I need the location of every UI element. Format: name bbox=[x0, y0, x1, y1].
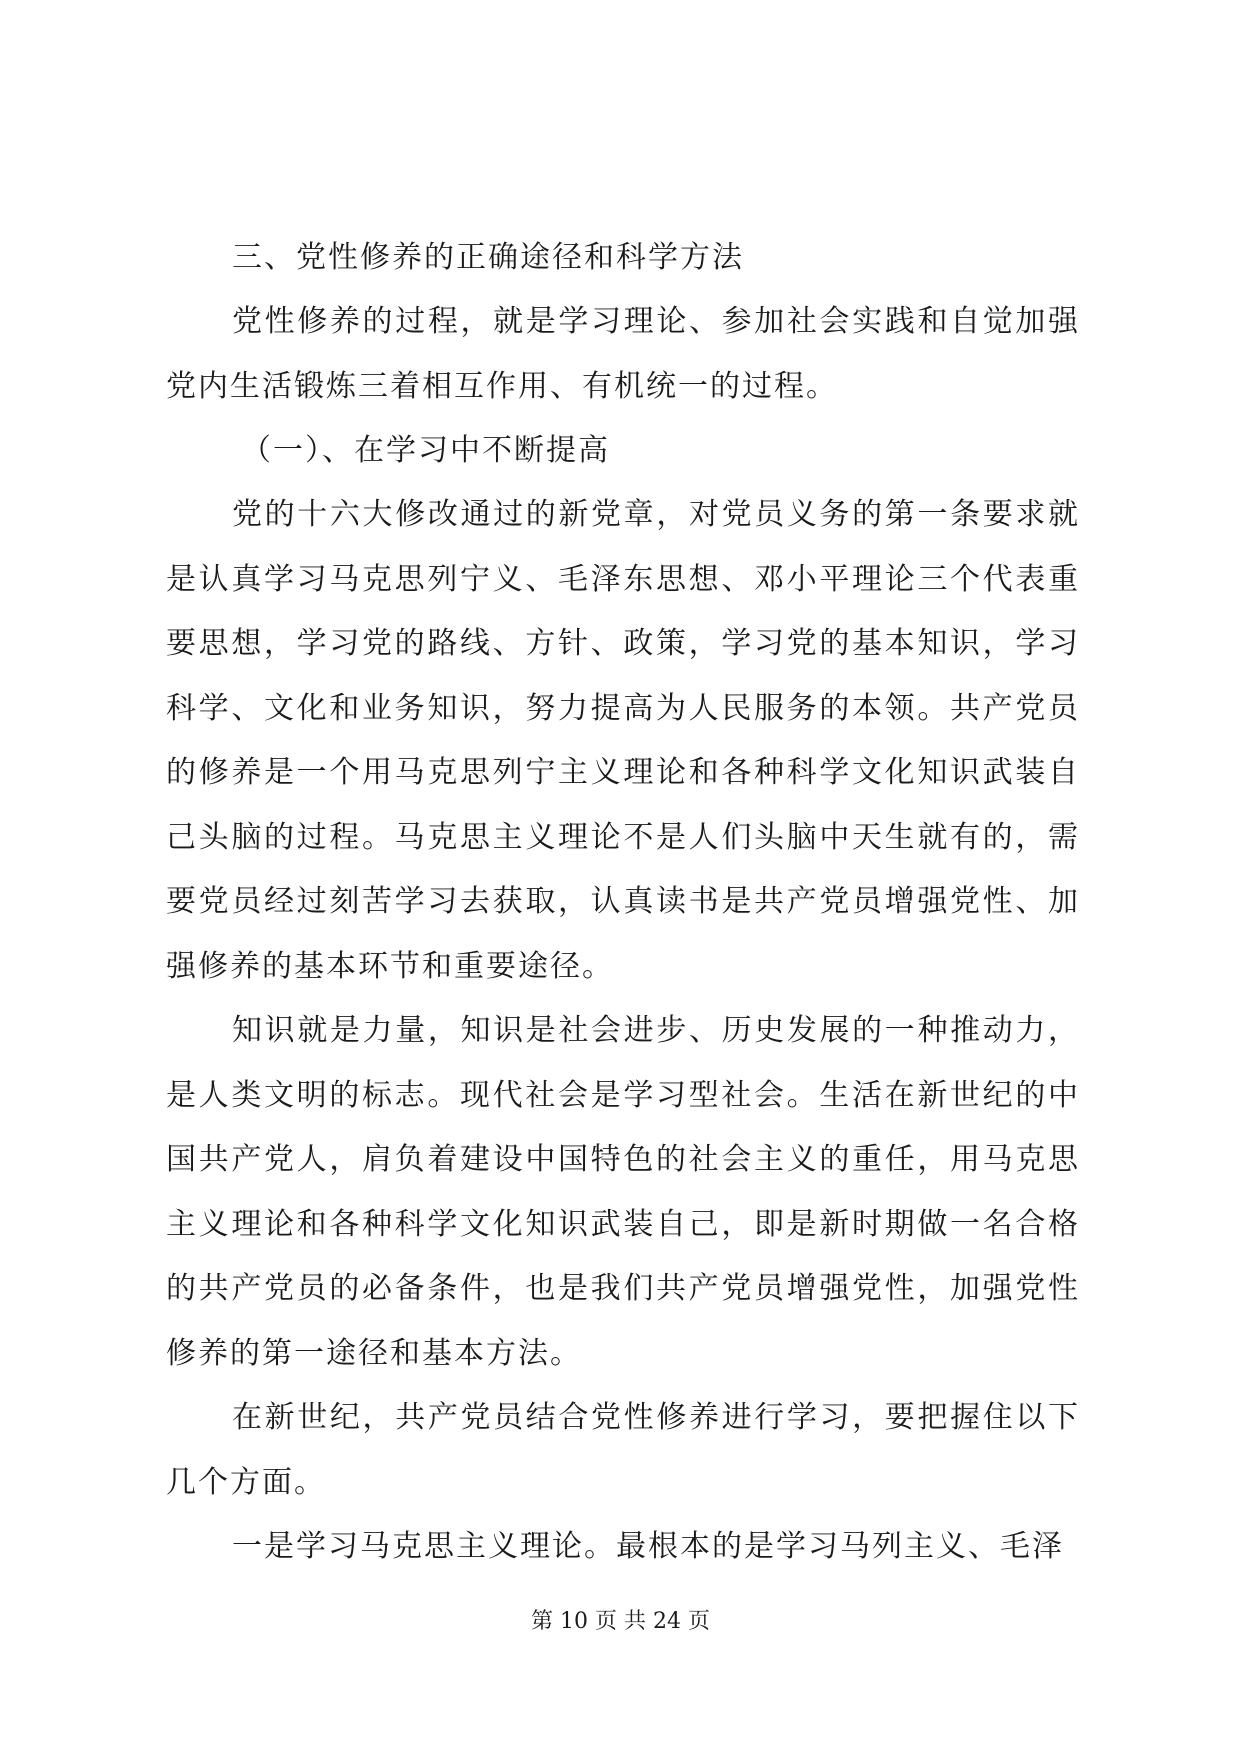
subsection-heading: （一）、在学习中不断提高 bbox=[241, 433, 610, 468]
body-paragraph: 一是学习马克思主义理论。最根本的是学习马列主义、毛泽 bbox=[232, 1529, 1064, 1564]
body-paragraph: 在新世纪，共产党员结合党性修养进行学习，要把握住以下几个方面。 bbox=[166, 1400, 1080, 1500]
page-footer: 第 10 页 共 24 页 bbox=[531, 1609, 710, 1634]
document-body bbox=[166, 226, 1080, 1580]
body-paragraph: 知识就是力量，知识是社会进步、历史发展的一种推动力，是人类文明的标志。现代社会是学习型社会。生活在新世纪的中国共产党人，肩负着建设中国特色的社会主义的重任，用马克思主义理论和各种科学文化知识武装自己，即是新时期做一名合格的共产党员的必备条件，也是我们共产党员增强党性，加强党性修养的第一途径和基本方法。 bbox=[166, 1013, 1080, 1371]
body-paragraph: 党的十六大修改通过的新党章，对党员义务的第一条要求就是认真学习马克思列宁义、毛泽东思想、邓小平理论三个代表重要思想，学习党的路线、方针、政策，学习党的基本知识，学习科学、文化和业务知识，努力提高为人民服务的本领。共产党员的修养是一个用马克思列宁主义理论和各种科学文化知识武装自己头脑的过程。马克思主义理论不是人们头脑中天生就有的，需要党员经过刻苦学习去获取，认真读书是共产党员增强党性、加强修养的基本环节和重要途径。 bbox=[166, 497, 1080, 984]
section-heading: 三、党性修养的正确途径和科学方法 bbox=[232, 240, 744, 275]
intro-paragraph: 党性修养的过程，就是学习理论、参加社会实践和自觉加强党内生活锻炼三着相互作用、有机统一的过程。 bbox=[166, 304, 1080, 404]
